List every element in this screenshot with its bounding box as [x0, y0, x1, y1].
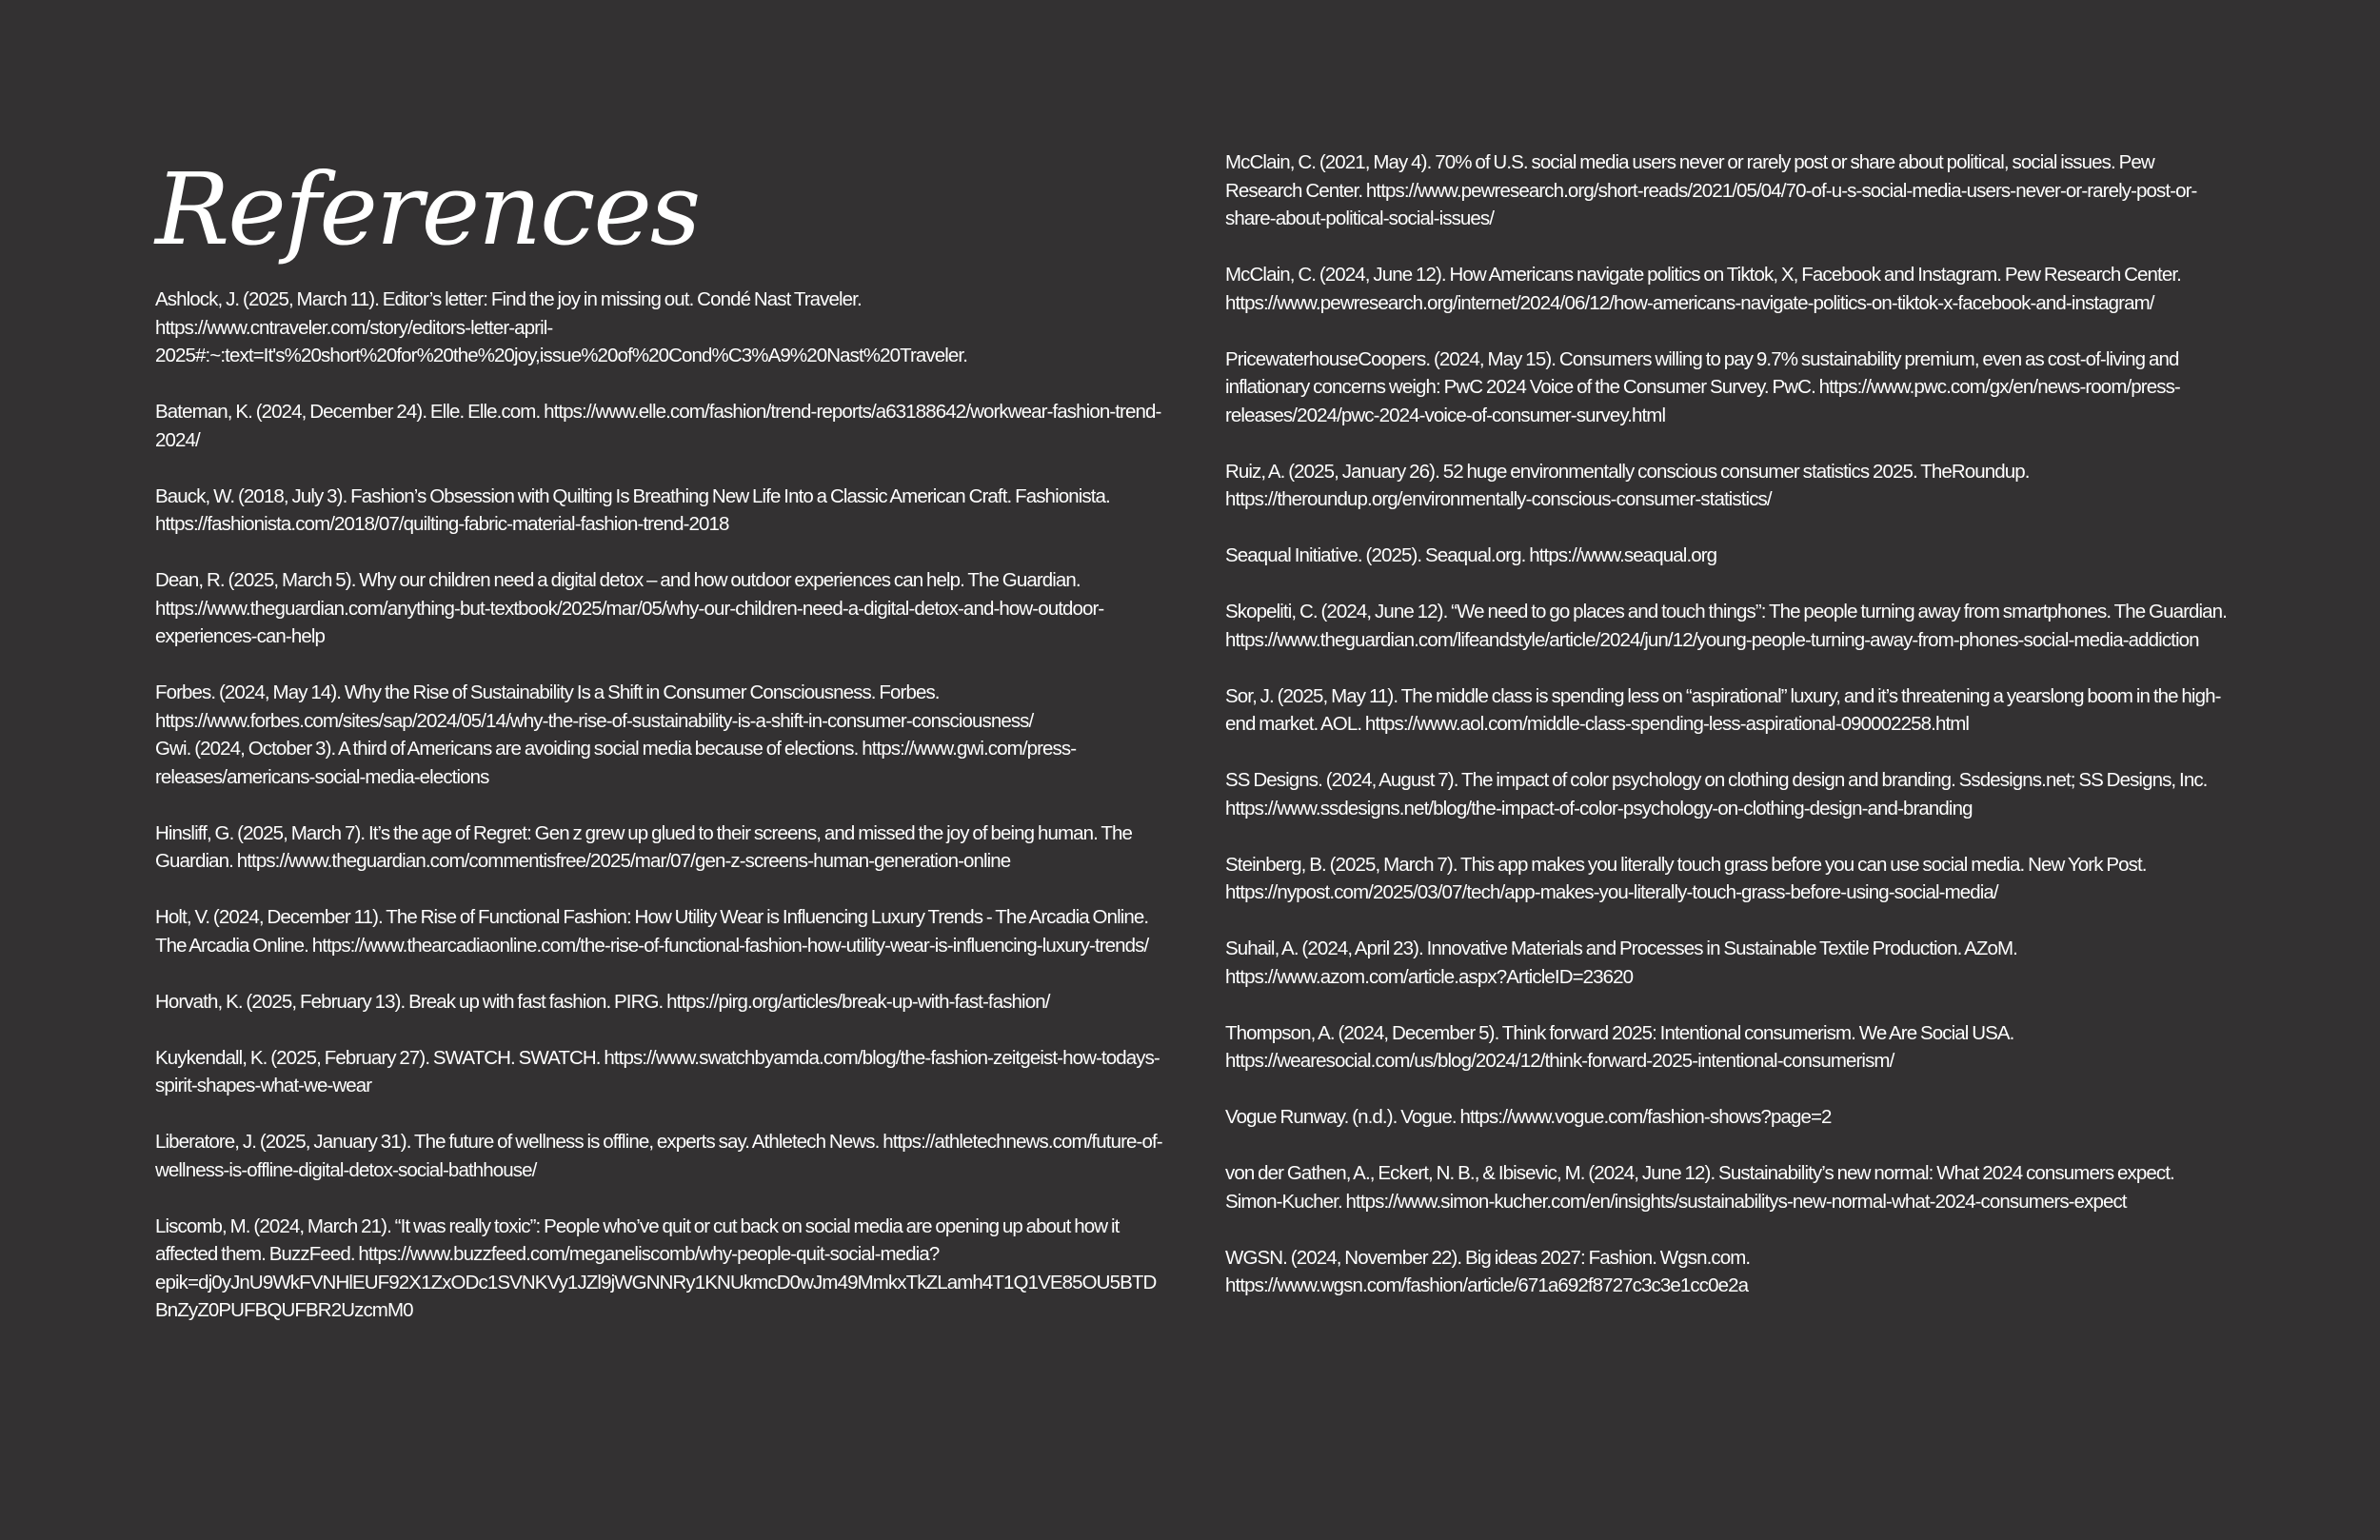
- reference-mcclain-2024: McClain, C. (2024, June 12). How Americans navigate politics on Tiktok, X, Facebook and Instagram. Pew Research Center. https://www.pewresearch.org/internet/2024/06/12/how-americans-navigate-politics-on-tiktok-x-facebook-and-instagram/: [1225, 264, 2181, 314]
- reference-liberatore: Liberatore, J. (2025, January 31). The future of wellness is offline, experts say. Athletech News. https://athletechnews.com/future-of-wellness-is-offline-digital-detox-social-bathhouse/: [155, 1131, 1162, 1181]
- reference-forbes: Forbes. (2024, May 14). Why the Rise of Sustainability Is a Shift in Consumer Consciousness. Forbes. https://www.forbes.com/sites/sap/2024/05/14/why-the-rise-of-sustainability-is-a-shift-in-consumer-consciousness/: [155, 681, 1034, 732]
- reference-mcclain-2021: McClain, C. (2021, May 4). 70% of U.S. social media users never or rarely post or share about political, social issues. Pew Research Center. https://www.pewresearch.org/short-reads/2021/05/04/70-of-u-s-social-media-users-never-or-rarely-post-or-share-about-political-social-issues/: [1225, 151, 2197, 229]
- reference-ashlock: Ashlock, J. (2025, March 11). Editor’s letter: Find the joy in missing out. Condé Nast Traveler. https://www.cntraveler.com/story/editors-letter-april-2025#:~:text=It's%20short%20for%20the%20joy,issue%20of%20Cond%C3%A9%20Nast%20Traveler.: [155, 288, 967, 366]
- reference-vogue-runway: Vogue Runway. (n.d.). Vogue. https://www.vogue.com/fashion-shows?page=2: [1225, 1106, 1832, 1128]
- reference-wgsn: WGSN. (2024, November 22). Big ideas 2027: Fashion. Wgsn.com. https://www.wgsn.com/fashion/article/671a692f8727c3c3e1cc0e2a: [1225, 1246, 1751, 1296]
- reference-kuykendall: Kuykendall, K. (2025, February 27). SWATCH. SWATCH. https://www.swatchbyamda.com/blog/the-fashion-zeitgeist-how-todays-spirit-shapes-what-we-wear: [155, 1046, 1160, 1096]
- reference-thompson: Thompson, A. (2024, December 5). Think forward 2025: Intentional consumerism. We Are Social USA. https://wearesocial.com/us/blog/2024/12/think-forward-2025-intentional-consumerism/: [1225, 1021, 2014, 1072]
- reference-bauck: Bauck, W. (2018, July 3). Fashion’s Obsession with Quilting Is Breathing New Life Into a Classic American Craft. Fashionista. https://fashionista.com/2018/07/quilting-fabric-material-fashion-trend-2018: [155, 484, 1110, 535]
- references-right-column: [1225, 148, 2234, 1328]
- reference-skopeliti: Skopeliti, C. (2024, June 12). “We need to go places and touch things”: The people turning away from smartphones. The Guardian. https://www.theguardian.com/lifeandstyle/article/2024/jun/12/young-people-turning-away-from-phones-social-media-addiction: [1225, 601, 2227, 651]
- reference-hinsliff: Hinsliff, G. (2025, March 7). It’s the age of Regret: Gen z grew up glued to their screens, and missed the joy of being human. The Guardian. https://www.theguardian.com/commentisfree/2025/mar/07/gen-z-screens-human-generation-online: [155, 821, 1132, 872]
- reference-holt: Holt, V. (2024, December 11). The Rise of Functional Fashion: How Utility Wear is Influencing Luxury Trends - The Arcadia Online. The Arcadia Online. https://www.thearcadiaonline.com/the-rise-of-functional-fashion-how-utility-wear-is-influencing-luxury-trends/: [155, 906, 1149, 957]
- reference-suhail: Suhail, A. (2024, April 23). Innovative Materials and Processes in Sustainable Textile Production. AZoM. https://www.azom.com/article.aspx?ArticleID=23620: [1225, 938, 2017, 988]
- reference-sor: Sor, J. (2025, May 11). The middle class is spending less on “aspirational” luxury, and it’s threatening a yearslong boom in the high-end market. AOL. https://www.aol.com/middle-class-spending-less-aspirational-090002258.html: [1225, 684, 2221, 735]
- page-title: References: [155, 151, 700, 267]
- references-left-column: [155, 286, 1164, 1352]
- reference-horvath: Horvath, K. (2025, February 13). Break up with fast fashion. PIRG. https://pirg.org/articles/break-up-with-fast-fashion/: [155, 990, 1050, 1013]
- reference-bateman: Bateman, K. (2024, December 24). Elle. Elle.com. https://www.elle.com/fashion/trend-reports/a63188642/workwear-fashion-trend-2024/: [155, 401, 1161, 451]
- reference-ruiz: Ruiz, A. (2025, January 26). 52 huge environmentally conscious consumer statistics 2025. TheRoundup. https://theroundup.org/environmentally-conscious-consumer-statistics/: [1225, 460, 2030, 510]
- reference-dean: Dean, R. (2025, March 5). Why our children need a digital detox – and how outdoor experiences can help. The Guardian. https://www.theguardian.com/anything-but-textbook/2025/mar/05/why-our-children-need-a-digital-detox-and-how-outdoor-experiences-can-help: [155, 569, 1104, 647]
- reference-steinberg: Steinberg, B. (2025, March 7). This app makes you literally touch grass before you can use social media. New York Post. https://nypost.com/2025/03/07/tech/app-makes-you-literally-touch-grass-before-using-social-media/: [1225, 853, 2147, 903]
- reference-liscomb: Liscomb, M. (2024, March 21). “It was really toxic”: People who’ve quit or cut back on social media are opening up about how it affected them. BuzzFeed. https://www.buzzfeed.com/meganeliscomb/why-people-quit-social-media?epik=dj0yJnU9WkFVNHlEUF92X1ZxODc1SVNKVy1JZl9jWGNNRy1KNUkmcD0wJm49MmkxTkZLamh4T1Q1VE85OU5BTDBnZyZ0PUFBQUFBR2UzcmM0: [155, 1214, 1157, 1321]
- reference-von-der-gathen: von der Gathen, A., Eckert, N. B., & Ibisevic, M. (2024, June 12). Sustainability’s new normal: What 2024 consumers expect. Simon-Kucher. https://www.simon-kucher.com/en/insights/sustainabilitys-new-normal-what-2024-consumers-expect: [1225, 1162, 2174, 1213]
- reference-ss-designs: SS Designs. (2024, August 7). The impact of color psychology on clothing design and branding. Ssdesigns.net; SS Designs, Inc. https://www.ssdesigns.net/blog/the-impact-of-color-psychology-on-clothing-design-and-branding: [1225, 769, 2208, 819]
- reference-pwc: PricewaterhouseCoopers. (2024, May 15). Consumers willing to pay 9.7% sustainability premium, even as cost-of-living and inflationary concerns weigh: PwC 2024 Voice of the Consumer Survey. PwC. https://www.pwc.com/gx/en/news-room/press-releases/2024/pwc-2024-voice-of-consumer-survey.html: [1225, 347, 2180, 426]
- reference-gwi: Gwi. (2024, October 3). A third of Americans are avoiding social media because of elections. https://www.gwi.com/press-releases/americans-social-media-elections: [155, 738, 1077, 788]
- reference-seaqual: Seaqual Initiative. (2025). Seaqual.org. https://www.seaqual.org: [1225, 544, 1717, 566]
